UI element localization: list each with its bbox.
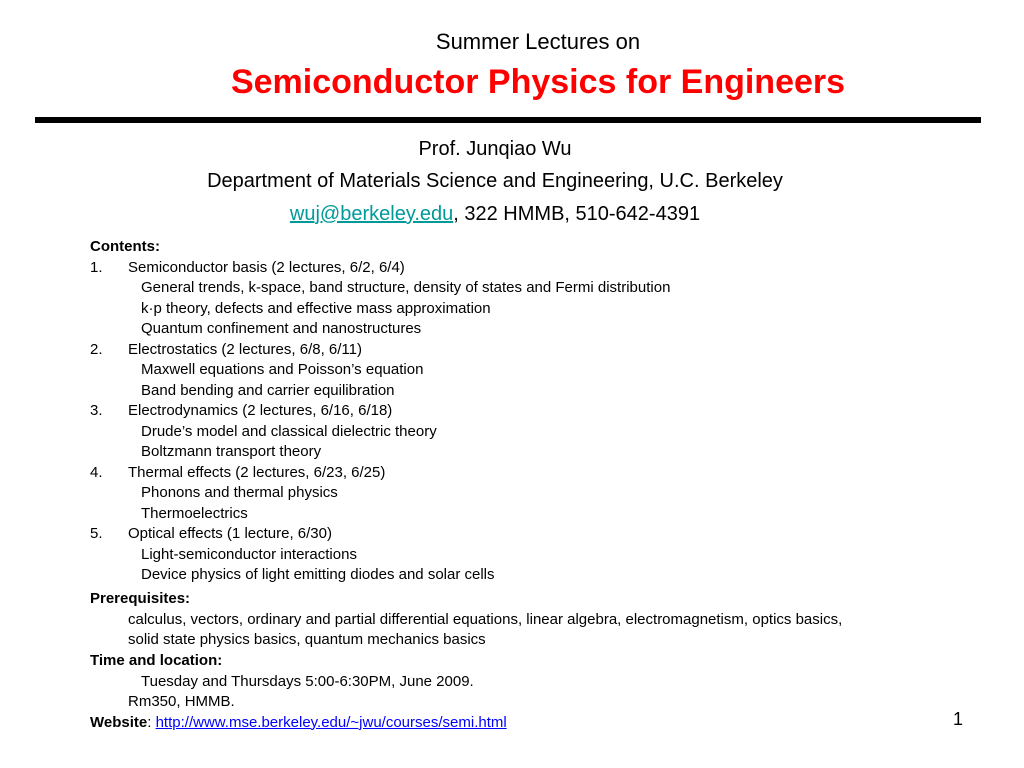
item-number: 1. <box>90 258 103 276</box>
slide-title: Semiconductor Physics for Engineers <box>230 63 846 101</box>
subtopic: k·p theory, defects and effective mass approximation <box>141 299 491 317</box>
prerequisites-line: calculus, vectors, ordinary and partial differential equations, linear algebra, electromagnetism, optics basics, <box>128 610 843 628</box>
subtopic: Phonons and thermal physics <box>141 484 338 501</box>
item-number: 4. <box>90 463 103 481</box>
subtopic: Thermoelectrics <box>141 504 248 522</box>
time-line: Tuesday and Thursdays 5:00-6:30PM, June 2009. <box>141 672 474 690</box>
page-number: 1 <box>953 709 964 729</box>
item-title: Optical effects (1 lecture, 6/30) <box>128 525 332 542</box>
subtopic: Boltzmann transport theory <box>141 443 322 460</box>
item-number: 3. <box>90 402 103 419</box>
contents-heading: Contents: <box>90 238 160 255</box>
prerequisites-line: solid state physics basics, quantum mechanics basics <box>128 631 486 648</box>
department: Department of Materials Science and Engineering, U.C. Berkeley <box>207 170 783 192</box>
item-number: 2. <box>90 340 103 358</box>
subtopic: Maxwell equations and Poisson’s equation <box>141 361 424 378</box>
website-link[interactable]: http://www.mse.berkeley.edu/~jwu/courses/semi.html <box>155 713 507 731</box>
subtopic: Light-semiconductor interactions <box>141 545 357 563</box>
time-location-heading: Time and location: <box>90 652 223 669</box>
subtopic: Quantum confinement and nanostructures <box>141 320 422 337</box>
contact-line <box>0 201 990 227</box>
subtopic: Drude’s model and classical dielectric theory <box>141 422 437 440</box>
website-label: Website <box>90 713 148 731</box>
subtitle: Summer Lectures on <box>435 29 641 54</box>
subtopic: Band bending and carrier equilibration <box>141 381 395 399</box>
item-title: Electrodynamics (2 lectures, 6/16, 6/18) <box>128 402 393 419</box>
website-line <box>90 714 507 732</box>
location-line: Rm350, HMMB. <box>128 693 235 710</box>
contact-details: , 322 HMMB, 510-642-4391 <box>453 203 701 225</box>
item-title: Electrostatics (2 lectures, 6/8, 6/11) <box>128 340 362 358</box>
item-title: Thermal effects (2 lectures, 6/23, 6/25) <box>128 463 386 481</box>
prerequisites-heading: Prerequisites: <box>90 590 191 607</box>
item-number: 5. <box>90 525 103 542</box>
author-name: Prof. Junqiao Wu <box>418 138 572 160</box>
subtopic: General trends, k-space, band structure, density of states and Fermi distribution <box>141 279 671 296</box>
title-divider <box>35 117 981 123</box>
email-link[interactable]: wuj@berkeley.edu <box>289 203 454 225</box>
subtopic: Device physics of light emitting diodes and solar cells <box>141 566 495 583</box>
item-title: Semiconductor basis (2 lectures, 6/2, 6/4) <box>128 258 405 276</box>
website-separator: : <box>147 713 156 731</box>
